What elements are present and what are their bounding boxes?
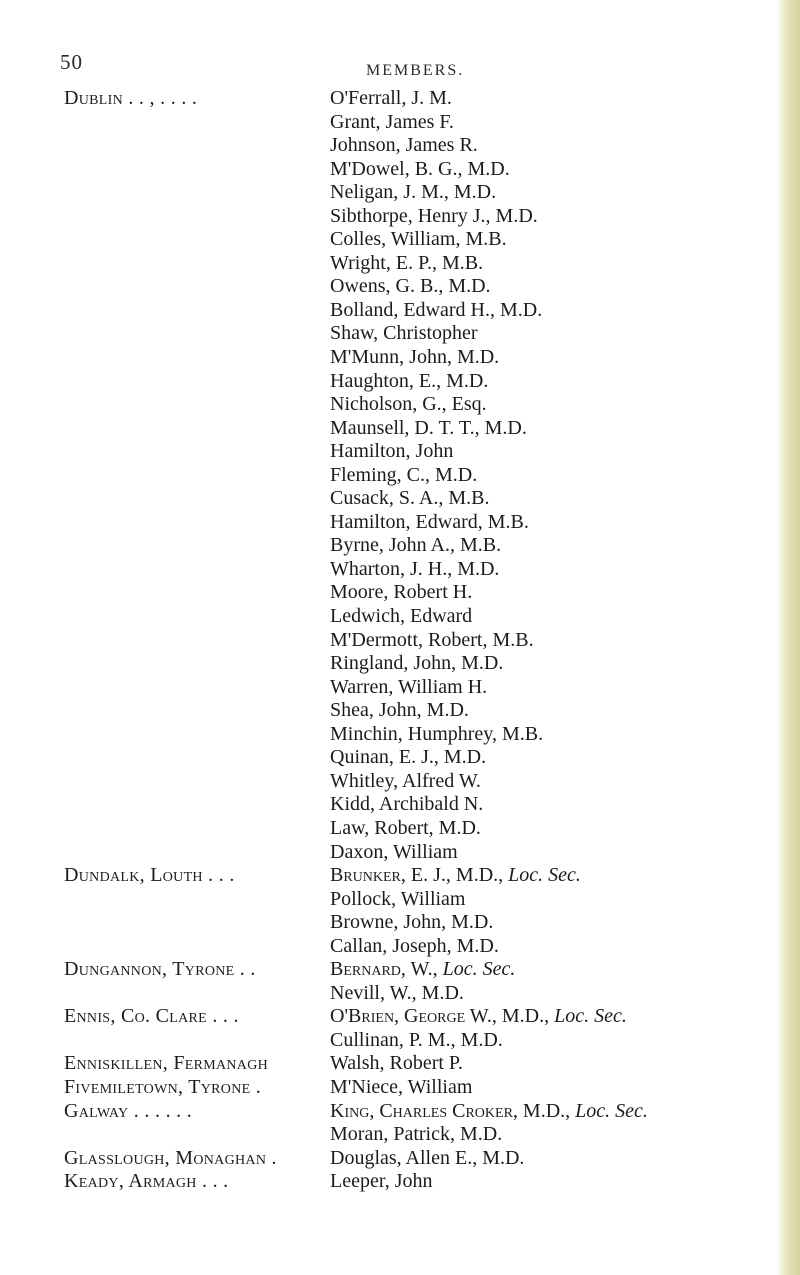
secretary-degree: M.D., <box>450 864 509 887</box>
member-name: Maunsell, D. T. T., M.D. <box>330 416 527 439</box>
member-name: Sibthorpe, Henry J., M.D. <box>330 204 538 227</box>
member-name: Warren, William H. <box>330 675 488 698</box>
member-name: Minchin, Humphrey, M.B. <box>330 722 544 745</box>
member-name: Douglas, Allen E., M.D. <box>330 1146 525 1169</box>
member-name: Cusack, S. A., M.B. <box>330 487 490 510</box>
member-name: Neligan, J. M., M.D. <box>330 181 497 204</box>
secretary-degree: M.D., <box>517 1099 576 1122</box>
location-name: Glasslough, Monaghan . <box>64 1146 277 1169</box>
member-name: Shea, John, M.D. <box>330 699 469 722</box>
member-name: M'Niece, William <box>330 1075 473 1098</box>
member-names <box>330 1052 800 1076</box>
member-name: Wharton, J. H., M.D. <box>330 557 500 580</box>
location-entry <box>0 1076 800 1100</box>
member-name: M'Dermott, Robert, M.B. <box>330 628 534 651</box>
page-number: 50 <box>60 50 83 74</box>
location-name: Fivemiletown, Tyrone . <box>64 1075 262 1098</box>
member-list <box>0 87 800 1194</box>
local-secretary-name <box>330 958 800 982</box>
member-name: Leeper, John <box>330 1170 433 1193</box>
member-name: Grant, James F. <box>330 110 454 133</box>
member-name: Nicholson, G., Esq. <box>330 393 487 416</box>
member-name: Johnson, James R. <box>330 134 478 157</box>
secretary-surname: Brunker, E. J., <box>330 864 451 887</box>
member-name: Byrne, John A., M.B. <box>330 534 502 557</box>
member-name: Hamilton, Edward, M.B. <box>330 510 529 533</box>
location-entry <box>0 864 800 958</box>
member-name: Moore, Robert H. <box>330 581 473 604</box>
secretary-degree: M.D., <box>496 1005 555 1028</box>
location-name: Galway . . . . . . <box>64 1099 193 1122</box>
member-name: Bolland, Edward H., M.D. <box>330 298 543 321</box>
secretary-surname: Bernard, W., <box>330 958 438 981</box>
member-name: Browne, John, M.D. <box>330 911 494 934</box>
member-name: Kidd, Archibald N. <box>330 793 484 816</box>
secretary-title: Loc. Sec. <box>508 864 581 887</box>
member-name: Daxon, William <box>330 840 458 863</box>
member-name: Owens, G. B., M.D. <box>330 275 491 298</box>
location-entry <box>0 1170 800 1194</box>
location-entry <box>0 958 800 1005</box>
member-name: Haughton, E., M.D. <box>330 369 489 392</box>
member-names <box>330 1076 800 1100</box>
member-name: Fleming, C., M.D. <box>330 463 478 486</box>
member-name: M'Munn, John, M.D. <box>330 346 500 369</box>
location-name: Dungannon, Tyrone . . <box>64 958 256 981</box>
member-names <box>330 1147 800 1171</box>
secretary-surname: King, Charles Croker, <box>330 1099 518 1122</box>
member-name: Moran, Patrick, M.D. <box>330 1123 503 1146</box>
secretary-title: Loc. Sec. <box>575 1099 648 1122</box>
location-entry <box>0 1005 800 1052</box>
location-entry <box>0 87 800 864</box>
member-name: Wright, E. P., M.B. <box>330 251 484 274</box>
member-names <box>330 87 800 864</box>
member-name: M'Dowel, B. G., M.D. <box>330 157 510 180</box>
member-name: Cullinan, P. M., M.D. <box>330 1028 503 1051</box>
location-name: Enniskillen, Fermanagh <box>64 1052 269 1075</box>
secretary-title: Loc. Sec. <box>442 958 516 981</box>
local-secretary-name <box>330 1100 800 1124</box>
local-secretary-name <box>330 864 800 888</box>
location-entry <box>0 1100 800 1147</box>
member-name: Walsh, Robert P. <box>330 1052 463 1075</box>
location-name: Dublin . . , . . . . <box>64 87 198 109</box>
location-name: Ennis, Co. Clare . . . <box>64 1005 239 1028</box>
member-names <box>330 1170 800 1194</box>
member-name: Callan, Joseph, M.D. <box>330 934 499 957</box>
member-name: Hamilton, John <box>330 440 454 463</box>
location-entry <box>0 1147 800 1171</box>
member-names <box>330 1005 800 1052</box>
member-name: Nevill, W., M.D. <box>330 981 464 1004</box>
member-name: Ledwich, Edward <box>330 605 473 628</box>
member-name: Ringland, John, M.D. <box>330 652 504 675</box>
member-name: O'Ferrall, J. M. <box>330 87 452 109</box>
member-names <box>330 958 800 1005</box>
member-name: Quinan, E. J., M.D. <box>330 746 487 769</box>
member-name: Colles, William, M.B. <box>330 228 507 251</box>
running-title: MEMBERS. <box>366 62 465 79</box>
secretary-surname: O'Brien, George W., <box>330 1005 497 1028</box>
local-secretary-name <box>330 1005 800 1029</box>
member-name: Law, Robert, M.D. <box>330 816 481 839</box>
secretary-title: Loc. Sec. <box>554 1005 627 1028</box>
location-entry <box>0 1052 800 1076</box>
member-name: Pollock, William <box>330 887 466 910</box>
member-names <box>330 1100 800 1147</box>
location-name: Keady, Armagh . . . <box>64 1170 229 1193</box>
member-name: Whitley, Alfred W. <box>330 769 481 792</box>
member-name: Shaw, Christopher <box>330 322 478 345</box>
location-name: Dundalk, Louth . . . <box>64 864 235 887</box>
member-names <box>330 864 800 958</box>
